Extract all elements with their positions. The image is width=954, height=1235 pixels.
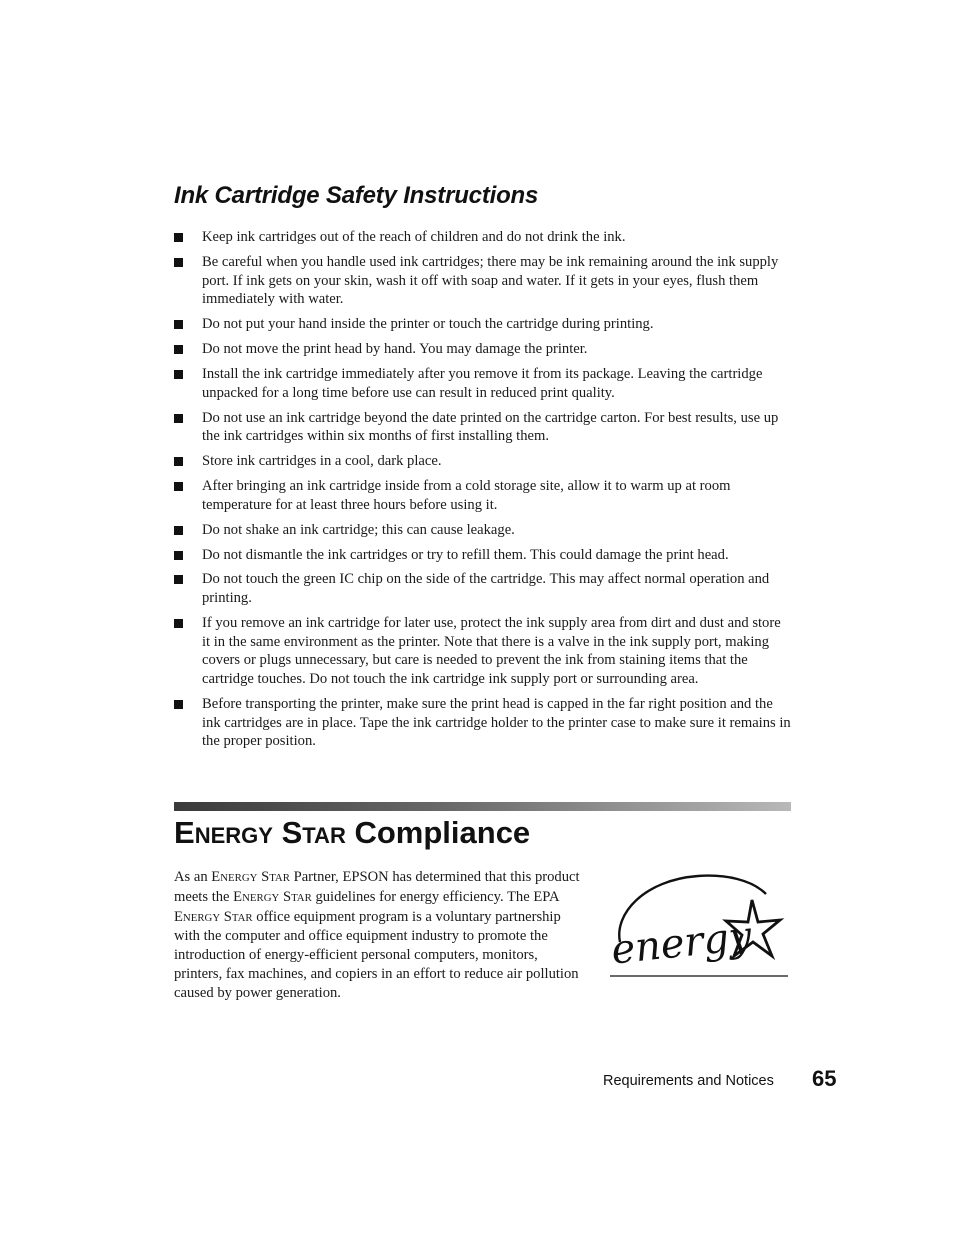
bullet-square-icon (174, 619, 183, 628)
section-divider-bar (174, 802, 791, 811)
bullet-square-icon (174, 575, 183, 584)
footer-section-title: Requirements and Notices (603, 1073, 774, 1089)
bullet-square-icon (174, 258, 183, 267)
bullet-square-icon (174, 320, 183, 329)
bullet-square-icon (174, 345, 183, 354)
list-item: If you remove an ink cartridge for later use, protect the ink supply area from dirt and dust and store it in the same environment as the printer. Note that there is a valve in the ink supply port, making covers or plugs unnecessary, but care is needed to prevent the ink from staining items that the cartridge touches. Do not touch the ink cartridge ink supply port or surrounding area. (174, 614, 792, 689)
list-item: Install the ink cartridge immediately after you remove it from its package. Leaving the cartridge unpacked for a long time before use can result in reduced print quality. (174, 365, 792, 402)
energy-star-term: ENERGY STAR (211, 869, 290, 885)
section-heading-ink-safety: Ink Cartridge Safety Instructions (174, 182, 539, 209)
bullet-square-icon (174, 233, 183, 242)
list-item: After bringing an ink cartridge inside from a cold storage site, allow it to warm up at room temperature for at least three hours before using it. (174, 477, 792, 514)
bullet-square-icon (174, 457, 183, 466)
section-heading-energy-star: ENERGY STAR Compliance (174, 815, 531, 850)
list-item: Before transporting the printer, make sure the print head is capped in the far right position and the ink cartridges are in place. Tape the ink cartridge holder to the printer case to make sure it remains in the proper position. (174, 695, 792, 751)
list-item: Keep ink cartridges out of the reach of children and do not drink the ink. (174, 228, 792, 247)
bullet-square-icon (174, 551, 183, 560)
bullet-square-icon (174, 482, 183, 491)
list-item: Do not move the print head by hand. You may damage the printer. (174, 340, 792, 359)
list-item: Do not shake an ink cartridge; this can cause leakage. (174, 521, 792, 540)
energy-star-logo (606, 872, 790, 980)
bullet-square-icon (174, 700, 183, 709)
safety-instructions-list (174, 228, 792, 757)
list-item: Be careful when you handle used ink cartridges; there may be ink remaining around the ink supply port. If ink gets on your skin, wash it off with soap and water. If it gets in your eyes, flush them immediately with water. (174, 253, 792, 309)
list-item: Do not use an ink cartridge beyond the date printed on the cartridge carton. For best results, use up the ink cartridges within six months of first installing them. (174, 409, 792, 446)
bullet-square-icon (174, 414, 183, 423)
energy-script-text: energy (609, 913, 754, 974)
energy-star-term: ENERGY STAR (174, 908, 253, 925)
bullet-square-icon (174, 370, 183, 379)
list-item: Store ink cartridges in a cool, dark place. (174, 452, 792, 471)
list-item: Do not put your hand inside the printer or touch the cartridge during printing. (174, 315, 792, 334)
list-item: Do not dismantle the ink cartridges or try to refill them. This could damage the print head. (174, 546, 792, 565)
energy-star-paragraph: As an ENERGY STAR Partner, EPSON has determined that this product meets the ENERGY STAR guidelines for energy efficiency. The EPA ENERGY STAR office equipment program is a voluntary partnership with the computer and office equipment industry to promote the introduction of energy-efficient personal computers, monitors, printers, fax machines, and copiers in an effort to reduce air pollution caused by power generation. (174, 869, 580, 1001)
energy-star-term: ENERGY STAR (233, 888, 312, 905)
list-item: Do not touch the green IC chip on the side of the cartridge. This may affect normal operation and printing. (174, 570, 792, 607)
page-number: 65 (812, 1066, 837, 1091)
bullet-square-icon (174, 526, 183, 535)
